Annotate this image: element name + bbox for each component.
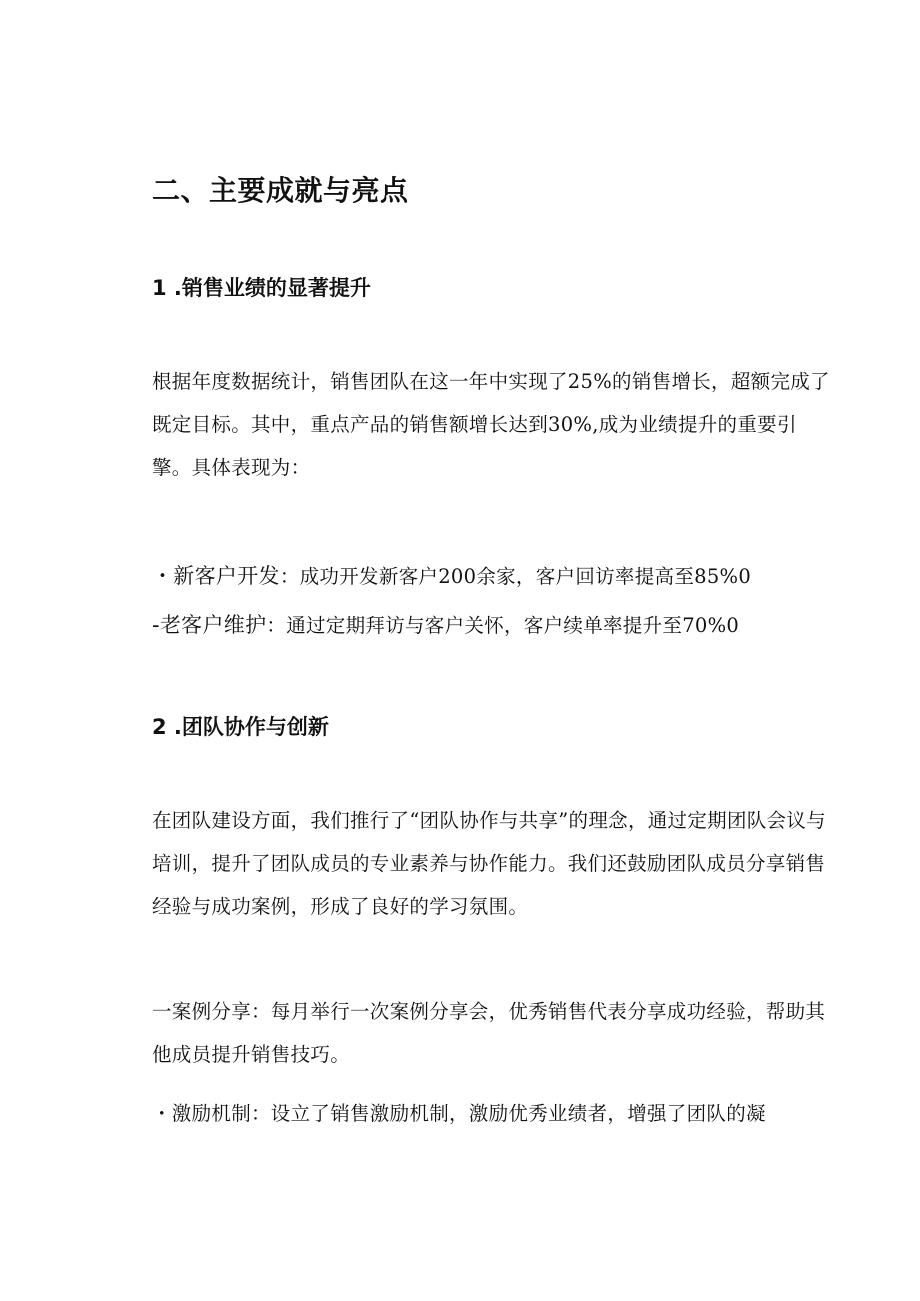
bullet-new-customers bbox=[152, 555, 832, 598]
sales-paragraph: 根据年度数据统计，销售团队在这一年中实现了25%的销售增长，超额完成了既定目标。其中，重点产品的销售额增长达到30%,成为业绩提升的重要引擎。具体表现为： bbox=[152, 370, 830, 479]
subsection-heading-sales: 1 .销售业绩的显著提升 bbox=[152, 276, 371, 300]
bullet-key: -老客户维护 bbox=[152, 613, 267, 637]
bullet-text: ：通过定期拜访与客户关怀，客户续单率提升至70%0 bbox=[266, 614, 740, 637]
section-heading: 二、主要成就与亮点 bbox=[152, 174, 409, 207]
bullet-key: ・新客户开发 bbox=[152, 564, 280, 588]
bullet-text: ：成功开发新客户200余家，客户回访率提高至85%0 bbox=[279, 565, 752, 588]
bullet-existing-customers bbox=[152, 604, 832, 647]
team-paragraph: 在团队建设方面，我们推行了“团队协作与共享”的理念，通过定期团队会议与培训，提升了团队成员的专业素养与协作能力。我们还鼓励团队成员分享销售经验与成功案例，形成了良好的学习氛围。 bbox=[152, 809, 826, 918]
subsection-heading-team: 2 .团队协作与创新 bbox=[152, 715, 329, 739]
bullet-incentive: ・激励机制：设立了销售激励机制，激励优秀业绩者，增强了团队的凝 bbox=[152, 1102, 766, 1125]
bullet-case-sharing: 一案例分享：每月举行一次案例分享会，优秀销售代表分享成功经验，帮助其他成员提升销售技巧。 bbox=[152, 1000, 826, 1066]
